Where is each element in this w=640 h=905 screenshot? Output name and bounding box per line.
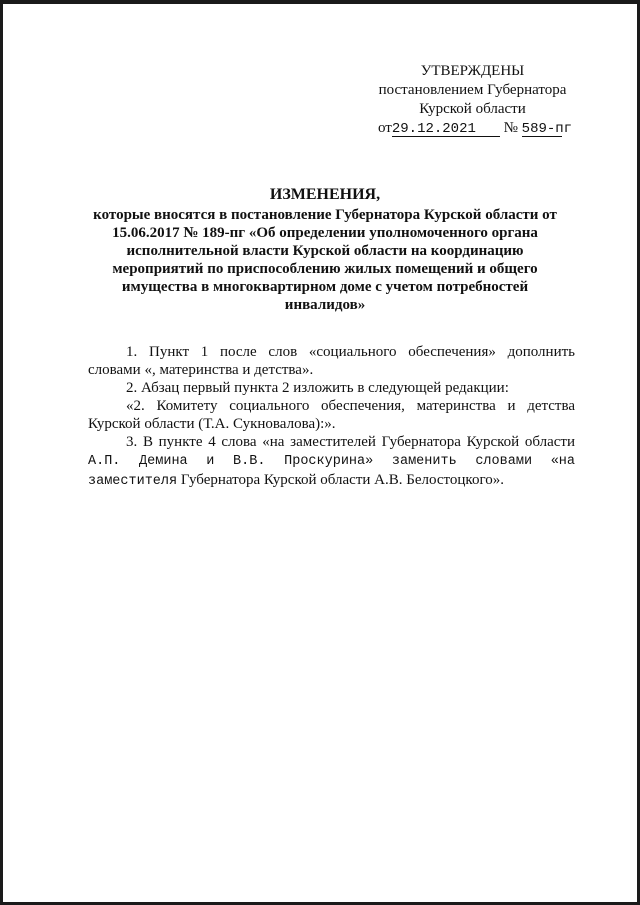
heading-line: инвалидов»	[284, 297, 366, 313]
paragraph-1: 1. Пункт 1 после слов «социального обеспечения» дополнить словами «, материнства и детства».	[88, 344, 575, 378]
date-value: 29.12.2021	[392, 122, 500, 137]
document-heading	[90, 186, 560, 314]
date-prefix: от	[378, 120, 392, 136]
scan-border-top	[0, 0, 640, 4]
heading-line: мероприятий по приспособлению жилых помещений и общего	[112, 261, 538, 277]
paragraph-3: «2. Комитету социального обеспечения, материнства и детства Курской области (Т.А. Сукновалова):».	[88, 398, 575, 432]
heading-line: имущества в многоквартирном доме с учетом потребностей	[121, 279, 529, 295]
approval-block	[360, 62, 585, 138]
heading-line: исполнительной власти Курской области на координацию	[126, 243, 524, 259]
approval-date-line	[360, 119, 585, 138]
paragraph-4-part-2: Губернатора Курской области А.В. Белостоцкого».	[177, 472, 504, 488]
approval-title: УТВЕРЖДЕНЫ	[420, 63, 525, 79]
paragraph-4-typed-part: А.П. Демина и В.В. Проскурина» заменить словами «на заместителя	[88, 454, 575, 489]
heading-line: 15.06.2017 № 189-пг «Об определении уполномоченного органа	[112, 225, 538, 241]
heading-line: которые вносятся в постановление Губернатора Курской области от	[93, 207, 557, 223]
heading-title: ИЗМЕНЕНИЯ,	[269, 186, 381, 203]
scan-border-left	[0, 0, 3, 905]
number-value: 589-пг	[521, 121, 573, 137]
paragraph-2: 2. Абзац первый пункта 2 изложить в следующей редакции:	[126, 380, 509, 396]
number-prefix: №	[503, 120, 518, 136]
approval-line-2: Курской области	[419, 101, 526, 117]
paragraph-4	[88, 433, 575, 491]
document-body	[88, 343, 575, 491]
approval-line-1: постановлением Губернатора	[378, 82, 567, 98]
paragraph-4-part-1: 3. В пункте 4 слова «на заместителей Губернатора Курской области	[126, 434, 575, 450]
